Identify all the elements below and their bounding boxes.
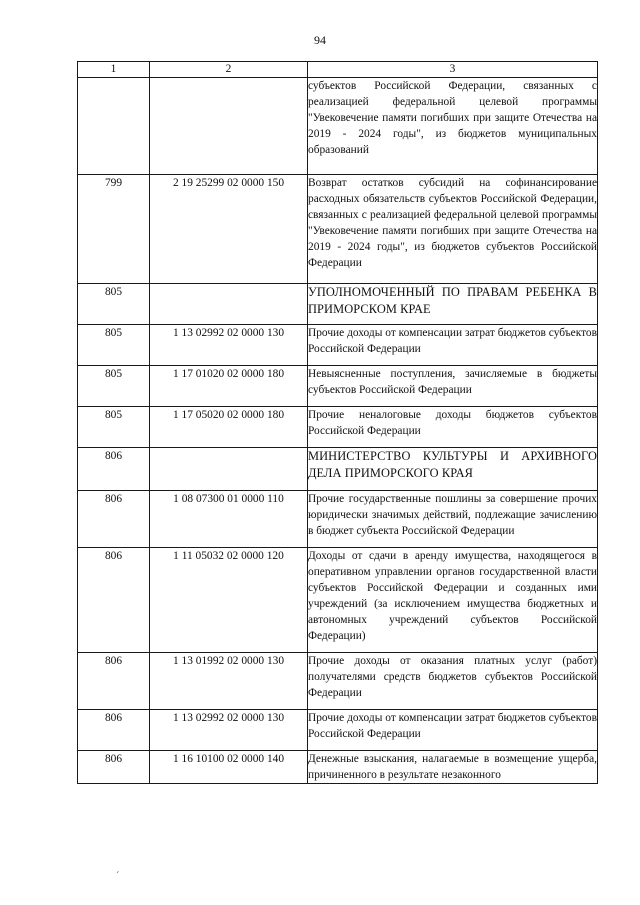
table-row xyxy=(78,548,598,653)
budget-classification-code-cell: 1 08 07300 01 0000 110 xyxy=(150,491,308,548)
cell-gap xyxy=(308,357,597,365)
table-row xyxy=(78,325,598,366)
cell-gap xyxy=(308,439,597,447)
budget-classification-code-cell: 1 13 02992 02 0000 130 xyxy=(150,710,308,751)
budget-classification-code-cell: 1 17 01020 02 0000 180 xyxy=(150,366,308,407)
admin-code-cell: 805 xyxy=(78,284,150,325)
revenue-description-cell xyxy=(308,751,598,784)
table-row xyxy=(78,407,598,448)
page-number: 94 xyxy=(314,33,326,47)
admin-code-cell: 806 xyxy=(78,751,150,784)
description-text: Прочие доходы от компенсации затрат бюджетов субъектов Российской Федерации xyxy=(308,712,597,740)
budget-classification-code-cell xyxy=(150,78,308,175)
description-text: Прочие неналоговые доходы бюджетов субъектов Российской Федерации xyxy=(308,409,597,437)
cell-gap xyxy=(308,398,597,406)
description-text: МИНИСТЕРСТВО КУЛЬТУРЫ И АРХИВНОГО ДЕЛА ПРИМОРСКОГО КРАЯ xyxy=(308,449,597,480)
revenue-description-cell xyxy=(308,175,598,284)
budget-classification-code-cell: 1 16 10100 02 0000 140 xyxy=(150,751,308,784)
table-row xyxy=(78,284,598,325)
revenue-description-cell xyxy=(308,325,598,366)
revenue-description-cell xyxy=(308,710,598,751)
administrator-name-cell xyxy=(308,448,598,491)
table-row xyxy=(78,175,598,284)
admin-code-cell: 806 xyxy=(78,491,150,548)
cell-gap xyxy=(308,701,597,709)
admin-code-cell xyxy=(78,78,150,175)
cell-gap xyxy=(308,539,597,547)
cell-gap xyxy=(308,158,597,174)
administrator-name-cell xyxy=(308,284,598,325)
budget-classification-code-cell: 1 13 02992 02 0000 130 xyxy=(150,325,308,366)
budget-classification-code-cell: 1 11 05032 02 0000 120 xyxy=(150,548,308,653)
admin-code-cell: 806 xyxy=(78,653,150,710)
revenue-description-cell xyxy=(308,78,598,175)
cell-gap xyxy=(308,318,597,324)
budget-classification-code-cell: 1 13 01992 02 0000 130 xyxy=(150,653,308,710)
cell-gap xyxy=(308,482,597,490)
table-row xyxy=(78,78,598,175)
table-row xyxy=(78,366,598,407)
header-col-2: 2 xyxy=(150,62,308,78)
budget-classification-code-cell: 2 19 25299 02 0000 150 xyxy=(150,175,308,284)
description-text: Денежные взыскания, налагаемые в возмещение ущерба, причиненного в результате незаконного xyxy=(308,753,597,781)
table-row xyxy=(78,710,598,751)
admin-code-cell: 806 xyxy=(78,448,150,491)
table-header-row xyxy=(78,62,598,78)
admin-code-cell: 806 xyxy=(78,710,150,751)
description-text: Прочие доходы от компенсации затрат бюджетов субъектов Российской Федерации xyxy=(308,327,597,355)
table-row xyxy=(78,653,598,710)
revenue-description-cell xyxy=(308,653,598,710)
revenue-description-cell xyxy=(308,366,598,407)
revenue-description-cell xyxy=(308,491,598,548)
description-text: субъектов Российской Федерации, связанных с реализацией федеральной целевой программы "Увековечение памяти погибших при защите Отечества на 2019 - 2024 годы", из бюджетов муниципальных образований xyxy=(308,80,597,156)
description-text: УПОЛНОМОЧЕННЫЙ ПО ПРАВАМ РЕБЕНКА В ПРИМОРСКОМ КРАЕ xyxy=(308,285,597,316)
revenue-description-cell xyxy=(308,407,598,448)
table-row xyxy=(78,751,598,784)
table-row xyxy=(78,448,598,491)
description-text: Невыясненные поступления, зачисляемые в бюджеты субъектов Российской Федерации xyxy=(308,368,597,396)
description-text: Прочие государственные пошлины за совершение прочих юридически значимых действий, подлежащие зачислению в бюджет субъекта Российской Федерации xyxy=(308,493,597,537)
revenue-description-cell xyxy=(308,548,598,653)
budget-classification-code-cell: 1 17 05020 02 0000 180 xyxy=(150,407,308,448)
description-text: Доходы от сдачи в аренду имущества, находящегося в оперативном управлении органов государственной власти субъектов Российской Федерации и созданных ими учреждений (за исключением имущества бюджетных и автономных учреждений субъектов Российской Федерации) xyxy=(308,550,597,642)
admin-code-cell: 805 xyxy=(78,325,150,366)
admin-code-cell: 805 xyxy=(78,366,150,407)
cell-gap xyxy=(308,644,597,652)
admin-code-cell: 799 xyxy=(78,175,150,284)
description-text: Возврат остатков субсидий на софинансирование расходных обязательств субъектов Российской Федерации, связанных с реализацией федеральной целевой программы "Увековечение памяти погибших при защите Отечества на 2019 - 2024 годы", из бюджетов субъектов Российской Федерации xyxy=(308,177,597,269)
scan-mark: ˊ xyxy=(116,871,120,882)
admin-code-cell: 806 xyxy=(78,548,150,653)
budget-classification-code-cell xyxy=(150,448,308,491)
description-text: Прочие доходы от оказания платных услуг (работ) получателями средств бюджетов субъектов Российской Федерации xyxy=(308,655,597,699)
budget-classification-code-cell xyxy=(150,284,308,325)
header-col-1: 1 xyxy=(78,62,150,78)
cell-gap xyxy=(308,742,597,750)
cell-gap xyxy=(308,271,597,283)
admin-code-cell: 805 xyxy=(78,407,150,448)
table-row xyxy=(78,491,598,548)
revenue-codes-table xyxy=(77,61,598,784)
header-col-3: 3 xyxy=(308,62,598,78)
